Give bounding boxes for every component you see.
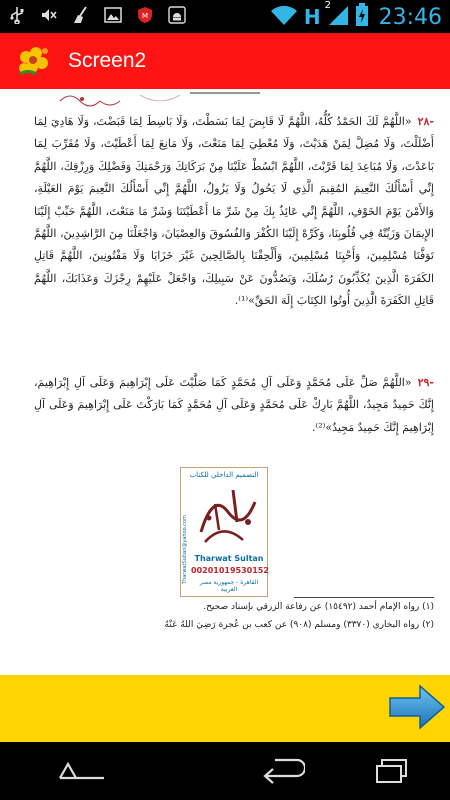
battery-icon: [355, 3, 369, 31]
wifi-icon: [270, 4, 298, 30]
recent-apps-button[interactable]: [362, 754, 422, 788]
network-super: 2: [324, 0, 331, 11]
flower-icon: [14, 41, 54, 81]
stamp-header: التصميم الداخلي للكتاب: [189, 471, 259, 479]
book-page[interactable]: [0, 89, 450, 675]
action-bar: [0, 33, 450, 89]
android-icon: [168, 6, 186, 24]
stamp-city: القاهرة - جمهورية مصر العربية: [199, 579, 259, 593]
app-title: Screen2: [68, 49, 147, 72]
stamp-name-en: Tharwat Sultan: [194, 554, 264, 563]
paragraph-number: -٢٨: [417, 115, 434, 128]
back-button[interactable]: [52, 754, 112, 788]
paragraph-number: -٢٩: [417, 376, 434, 389]
usb-icon: [8, 6, 26, 24]
arrow-right-icon: [388, 684, 446, 730]
mute-icon: [40, 6, 58, 24]
dua-paragraph-29: [34, 372, 434, 439]
footnote-2: (٢) رواه البخاري (٣٣٧٠) ومسلم (٩٠٨) عن كعب بن عُجرة رَضِيَ اللهُ عَنْهُ: [164, 620, 434, 630]
home-icon: [259, 756, 305, 786]
paragraph-text: «اللَّهُمَّ صَلِّ عَلَى مُحَمَّدٍ وَعَلَى آلِ مُحَمَّدٍ كَمَا صَلَّيْتَ عَلَى إِبْرَاهِيمَ وَعَلَى آلِ إِبْرَاهِيمَ، إِنَّكَ حَمِيدٌ مَجِيدٌ، اللَّهُمَّ بَارِكْ عَلَى مُحَمَّدٍ وَعَلَى آلِ مُحَمَّدٍ كَمَا بَارَكْتَ عَلَى إِبْرَاهِيمَ وَعَلَى آلِ إِبْرَاهِيمَ إِنَّكَ حَمِيدٌ مَجِيدٌ»⁽²⁾.: [34, 376, 434, 434]
ornament-decoration: [40, 89, 280, 111]
stamp-phone: 00201019530152: [191, 566, 269, 575]
shield-app-icon: [136, 6, 154, 24]
footnote-divider: [294, 597, 434, 598]
status-bar: [0, 0, 450, 33]
next-button[interactable]: [388, 684, 446, 730]
notification-icons: [8, 6, 186, 24]
broom-icon: [72, 6, 90, 24]
back-icon: [56, 758, 108, 784]
home-button[interactable]: [252, 754, 312, 788]
system-icons: [270, 0, 442, 31]
calligraphy-logo-icon: [193, 482, 263, 552]
navigation-bar: [0, 742, 450, 800]
network-type: H: [303, 5, 321, 29]
image-icon: [104, 6, 122, 24]
paragraph-text: «اللَّهُمَّ لَكَ الحَمْدُ كُلُّهُ، اللَّهُمَّ لَا قَابِضَ لِمَا بَسَطْتَ، وَلَا بَاسِطَ لِمَا قَبَضْتَ، وَلَا هَادِيَ لِمَا أَضْلَلْتَ، وَلَا مُضِلَّ لِمَنْ هَدَيْتَ، وَلَا مُعْطِيَ لِمَا مَنَعْتَ، وَلَا مَانِعَ لِمَا أَعْطَيْتَ، وَلَا مُقَرِّبَ لِمَا بَاعَدْتَ، وَلَا مُبَاعِدَ لِمَا قَرَّبْتَ، اللَّهُمَّ ابْسُطْ عَلَيْنَا مِنْ بَرَكَاتِكَ وَرَحْمَتِكَ وَفَضْلِكَ وَرِزْقِكَ، اللَّهُمَّ إِنِّي أَسْأَلُكَ النَّعِيمَ المُقِيمَ الَّذِي لَا يَحُولُ وَلَا يَزُولُ، اللَّهُمَّ إِنِّي أَسْأَلُكَ النَّعِيمَ يَوْمَ العَيْلَةِ، وَالأَمْنَ يَوْمَ الخَوْفِ، اللَّهُمَّ إِنِّي عَائِذٌ بِكَ مِنْ شَرِّ مَا أَعْطَيْتَنَا وَشَرِّ مَا مَنَعْتَ، اللَّهُمَّ حَبِّبْ إِلَيْنَا الإِيمَانَ وَزَيِّنْهُ فِي قُلُوبِنَا، وَكَرِّهْ إِلَيْنَا الكُفْرَ وَالفُسُوقَ وَالعِصْيَانَ، وَاجْعَلْنَا مِنَ الرَّاشِدِينَ، اللَّهُمَّ تَوَفَّنَا مُسْلِمِينَ، وَأَحْيِنَا مُسْلِمِينَ، وَأَلْحِقْنَا بِالصَّالِحِينَ غَيْرَ خَزَايَا وَلَا مَفْتُونِينَ، اللَّهُمَّ قَاتِلِ الكَفَرَةَ الَّذِينَ يُكَذِّبُونَ رُسُلَكَ، وَيَصُدُّونَ عَنْ سَبِيلِكَ، وَاجْعَلْ عَلَيْهِمْ رِجْزَكَ وَعَذَابَكَ، اللَّهُمَّ قَاتِلِ الكَفَرَةَ الَّذِينَ أُوتُوا الكِتَابَ إِلَهَ الحَقِّ»⁽¹⁾.: [34, 115, 434, 308]
recent-apps-icon: [372, 756, 412, 786]
designer-stamp: [180, 467, 268, 597]
dua-paragraph-28: [34, 111, 434, 313]
stamp-email: TharwatSultan@yahoo.com: [182, 515, 188, 584]
footnote-1: (١) رواه الإمام أحمد (١٥٤٩٢) عن رفاعة الزرقي بإسناد صحيح.: [203, 602, 434, 612]
bottom-panel: [0, 675, 450, 742]
signal-icon: [324, 0, 349, 30]
clock: 23:46: [378, 4, 442, 30]
svg-text:M: M: [141, 12, 149, 20]
